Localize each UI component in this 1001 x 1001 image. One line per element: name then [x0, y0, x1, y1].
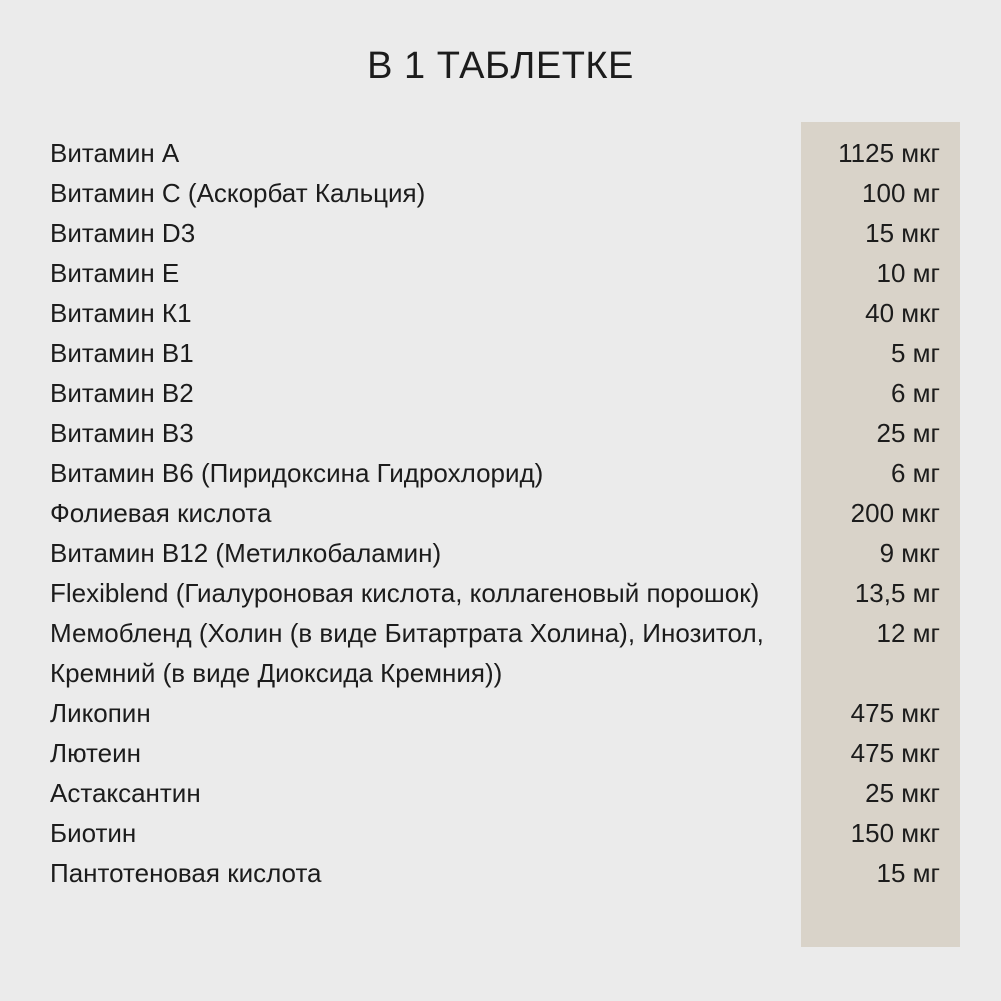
- table-row: [50, 213, 940, 253]
- nutrient-name: Ликопин: [50, 698, 151, 728]
- table-row: [50, 413, 940, 453]
- nutrient-amount: 5 мг: [890, 338, 940, 368]
- nutrient-amount: 200 мкг: [850, 498, 940, 528]
- table-row: [50, 693, 940, 733]
- nutrient-name: Flexiblend (Гиалуроновая кислота, коллагеновый порошок): [50, 578, 760, 608]
- table-row: [50, 533, 940, 573]
- nutrient-amount: 12 мг: [876, 618, 940, 648]
- nutrient-amount: 100 мг: [862, 178, 940, 208]
- table-row: [50, 133, 940, 173]
- nutrient-name: Астаксантин: [50, 778, 201, 808]
- nutrient-name: Витамин B3: [50, 418, 194, 448]
- table-row: [50, 733, 940, 773]
- table-row: [50, 253, 940, 293]
- nutrient-amount: 13,5 мг: [854, 578, 940, 608]
- nutrient-amount: 6 мг: [890, 458, 940, 488]
- table-row: [50, 293, 940, 333]
- nutrient-amount: 475 мкг: [850, 698, 940, 728]
- nutrient-name: Пантотеновая кислота: [50, 858, 322, 888]
- nutrient-name: Биотин: [50, 818, 137, 848]
- nutrient-name: Витамин B1: [50, 338, 194, 368]
- nutrient-amount: 25 мкг: [865, 778, 940, 808]
- table-row: [50, 613, 940, 693]
- nutrient-name: Лютеин: [50, 738, 141, 768]
- table-row: [50, 813, 940, 853]
- nutrient-name: Витамин А: [50, 138, 180, 168]
- nutrient-name: Витамин B6 (Пиридоксина Гидрохлорид): [50, 458, 544, 488]
- nutrient-name: Витамин Е: [50, 258, 180, 288]
- nutrient-amount: 9 мкг: [879, 538, 940, 568]
- nutrient-name: Витамин К1: [50, 298, 192, 328]
- nutrient-amount: 150 мкг: [850, 818, 940, 848]
- nutrient-amount: 15 мкг: [865, 218, 940, 248]
- nutrient-amount: 6 мг: [890, 378, 940, 408]
- nutrient-name: Витамин С (Аскорбат Кальция): [50, 178, 426, 208]
- nutrient-table: [50, 133, 940, 893]
- table-row: [50, 453, 940, 493]
- nutrient-name: Мемобленд (Холин (в виде Битартрата Холина), Инозитол, Кремний (в виде Диоксида Кремния)): [50, 618, 764, 688]
- page-title: В 1 ТАБЛЕТКЕ: [367, 45, 634, 87]
- nutrient-name: Витамин D3: [50, 218, 196, 248]
- nutrient-name: Фолиевая кислота: [50, 498, 272, 528]
- table-row: [50, 573, 940, 613]
- table-row: [50, 493, 940, 533]
- nutrient-amount: 475 мкг: [850, 738, 940, 768]
- table-row: [50, 333, 940, 373]
- nutrient-amount: 25 мг: [876, 418, 940, 448]
- table-row: [50, 773, 940, 813]
- table-row: [50, 373, 940, 413]
- nutrient-amount: 10 мг: [876, 258, 940, 288]
- table-row: [50, 173, 940, 213]
- nutrient-amount: 1125 мкг: [838, 138, 940, 168]
- nutrient-amount: 15 мг: [876, 858, 940, 888]
- table-row: [50, 853, 940, 893]
- nutrient-amount: 40 мкг: [865, 298, 940, 328]
- nutrient-name: Витамин B12 (Метилкобаламин): [50, 538, 442, 568]
- nutrient-name: Витамин B2: [50, 378, 194, 408]
